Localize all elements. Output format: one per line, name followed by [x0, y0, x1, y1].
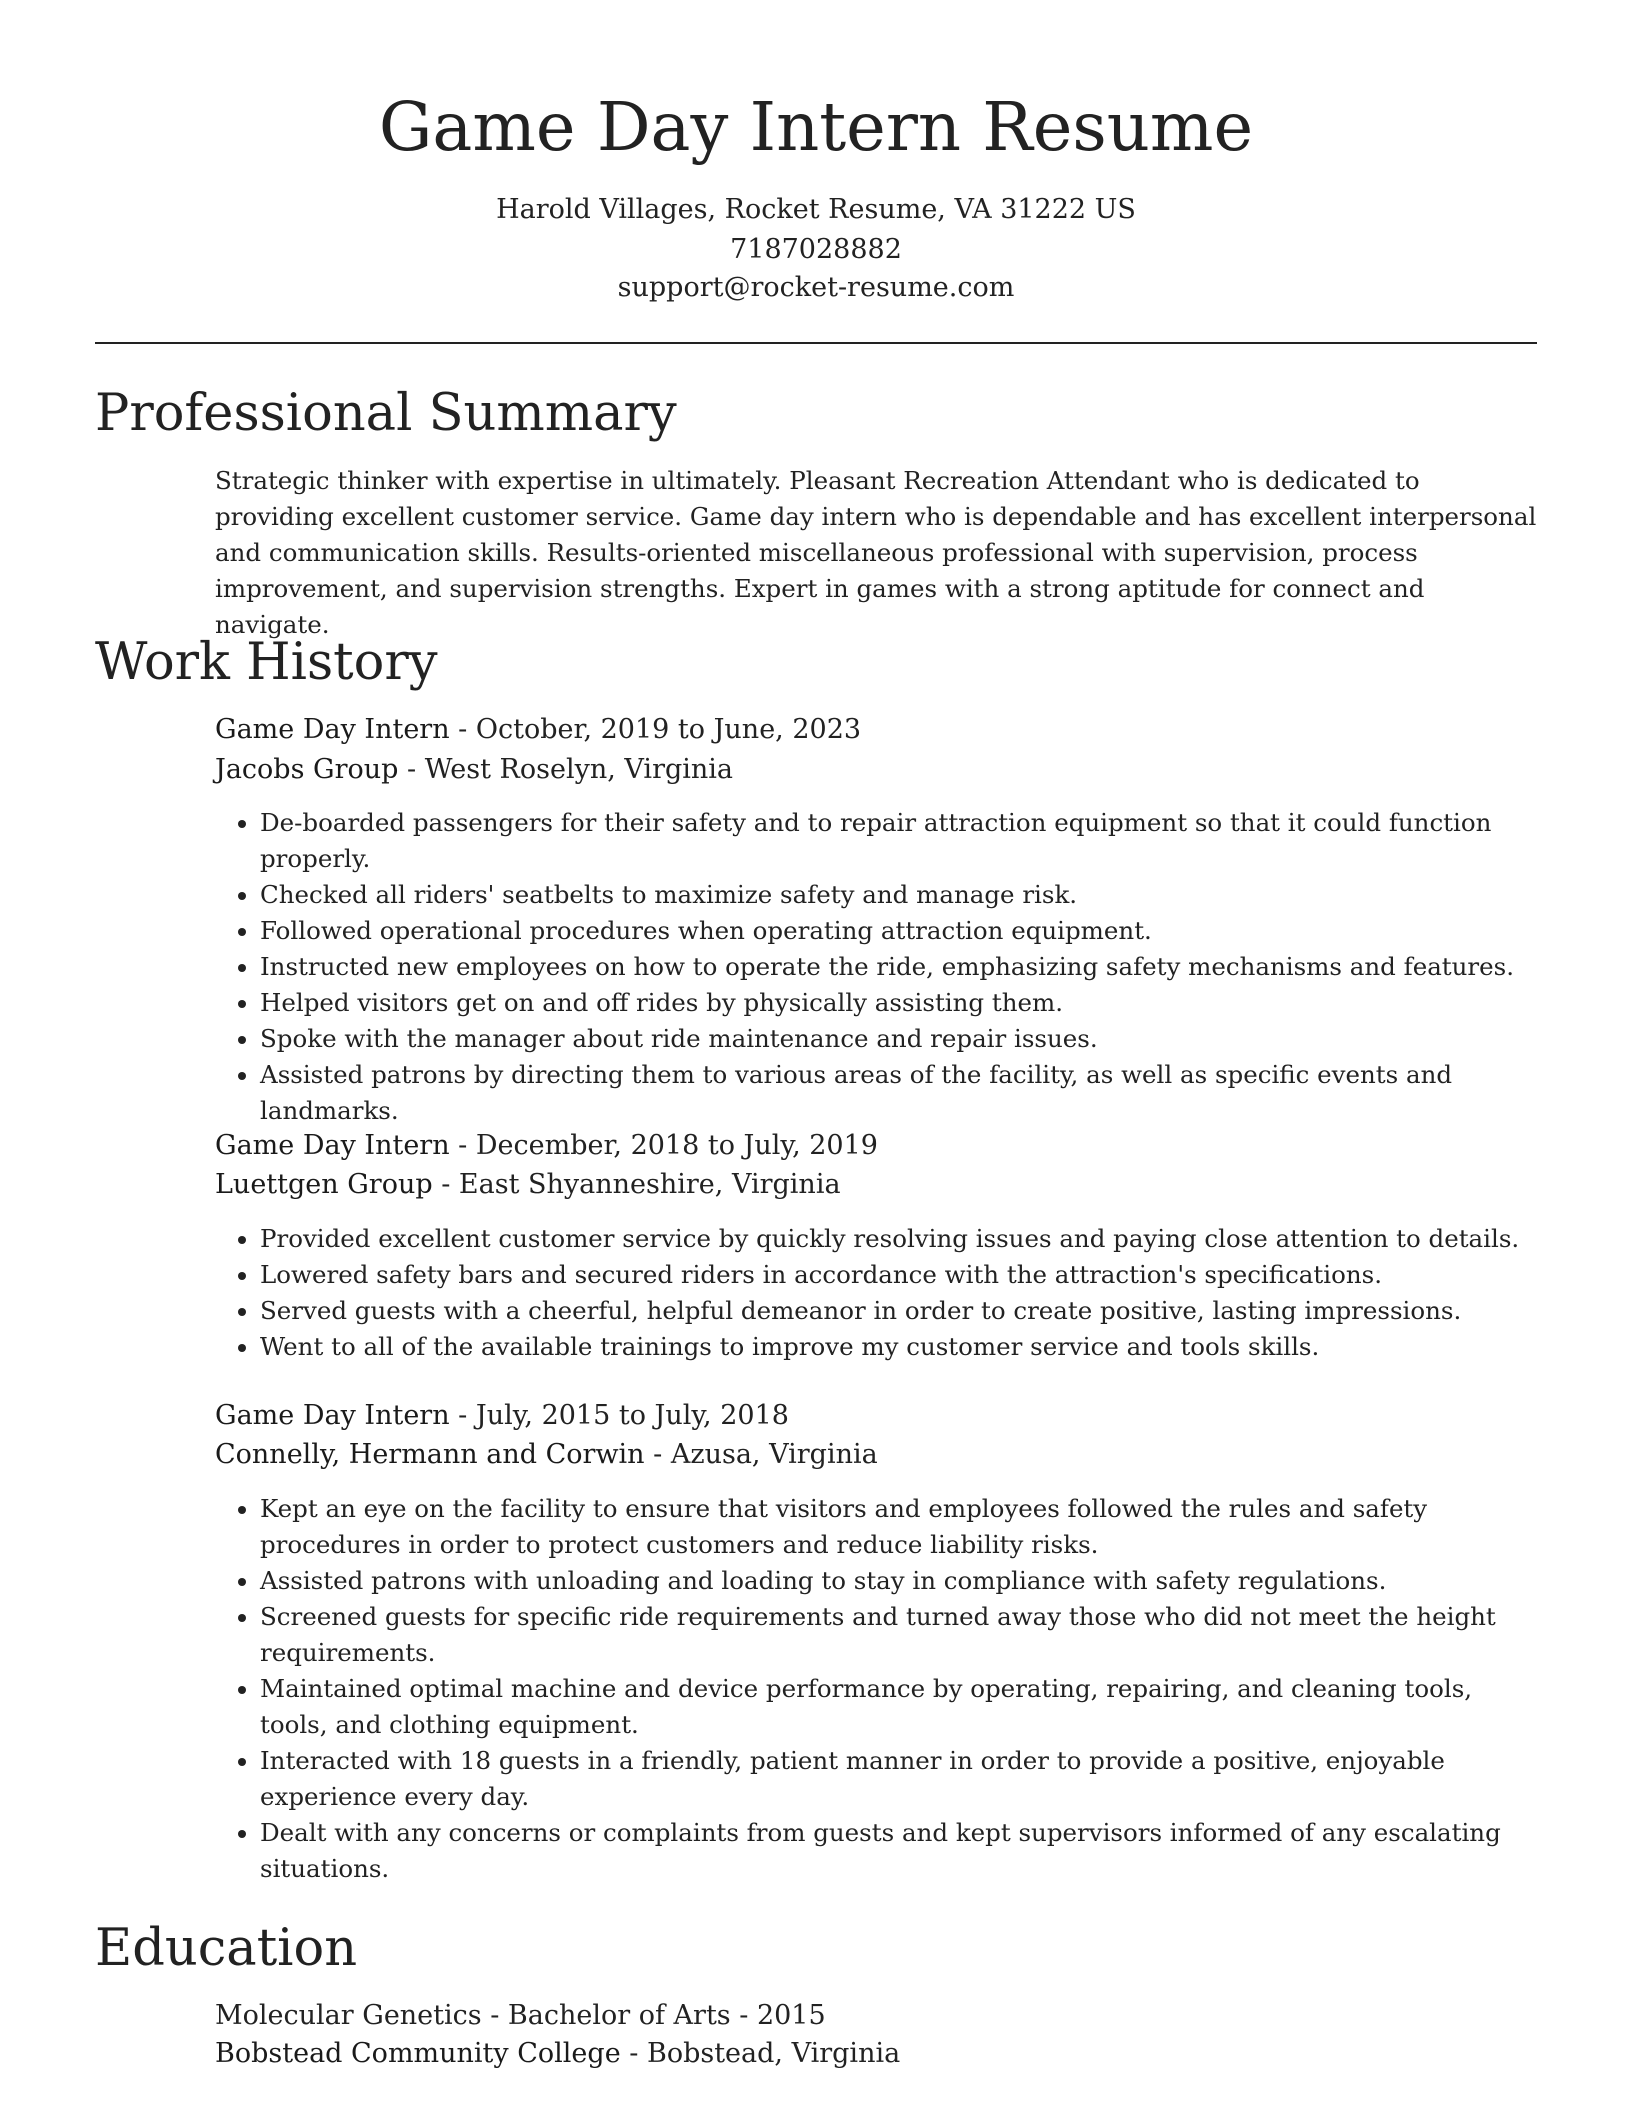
contact-address: Harold Villages, Rocket Resume, VA 31222 US — [496, 194, 1136, 225]
job-dates: - December, 2018 to July, 2019 — [449, 1130, 878, 1161]
job-location: - Azusa, Virginia — [644, 1439, 878, 1470]
job-bullet: • Provided excellent customer service by quickly resolving issues and paying close attention to details. — [260, 1221, 1537, 1257]
job-title-line — [215, 1127, 1537, 1165]
job-bullet-list — [215, 1491, 1537, 1887]
job-title: Game Day Intern — [215, 714, 450, 745]
job-company: Connelly, Hermann and Corwin — [215, 1439, 645, 1470]
resume-title: Game Day Intern Resume — [378, 88, 1254, 166]
job-bullet: • Helped visitors get on and off rides by physically assisting them. — [260, 985, 1537, 1021]
job-bullet: • De-boarded passengers for their safety and to repair attraction equipment so that it could function properly. — [260, 805, 1537, 877]
job-bullet: • Maintained optimal machine and device performance by operating, repairing, and cleaning tools, tools, and clothing equipment. — [260, 1671, 1537, 1743]
job-bullet: • Kept an eye on the facility to ensure that visitors and employees followed the rules and safety procedures in order to protect customers and reduce liability risks. — [260, 1491, 1537, 1563]
contact-email: support@rocket-resume.com — [617, 272, 1015, 303]
job-title: Game Day Intern — [215, 1400, 450, 1431]
job-bullet-list — [215, 1221, 1537, 1365]
job-bullet: • Checked all riders' seatbelts to maximize safety and manage risk. — [260, 877, 1537, 913]
job-bullet: • Assisted patrons with unloading and loading to stay in compliance with safety regulations. — [260, 1563, 1537, 1599]
job-dates: - July, 2015 to July, 2018 — [449, 1400, 789, 1431]
job-bullet: • Went to all of the available trainings to improve my customer service and tools skills. — [260, 1329, 1537, 1365]
education-location: - Bobstead, Virginia — [620, 2038, 901, 2069]
header-divider — [95, 342, 1537, 344]
job-bullet: • Interacted with 18 guests in a friendly, patient manner in order to provide a positive, enjoyable experience every day. — [260, 1743, 1537, 1815]
summary-text: Strategic thinker with expertise in ultimately. Pleasant Recreation Attendant who is dedicated to providing excellent customer service. Game day intern who is dependable and has excellent interpersonal and communication skills. Results-oriented miscellaneous professional with supervision, process improvement, and supervision strengths. Expert in games with a strong aptitude for connect and navigate. — [215, 466, 1537, 639]
job-bullet: • Lowered safety bars and secured riders in accordance with the attraction's specifications. — [260, 1257, 1537, 1293]
contact-phone: 7187028882 — [730, 234, 902, 265]
job-company-line — [215, 751, 1537, 789]
job-title-line — [215, 1397, 1537, 1435]
job-company: Luettgen Group — [215, 1169, 433, 1200]
job-title: Game Day Intern — [215, 1130, 450, 1161]
job-bullet: • Spoke with the manager about ride maintenance and repair issues. — [260, 1021, 1537, 1057]
section-title-work-history: Work History — [95, 633, 438, 692]
job-location: - West Roselyn, Virginia — [398, 754, 734, 785]
section-title-summary: Professional Summary — [95, 384, 677, 443]
education-degree-line: Molecular Genetics - Bachelor of Arts - 2015 — [215, 2000, 826, 2031]
job-dates: - October, 2019 to June, 2023 — [449, 714, 862, 745]
job-location: - East Shyanneshire, Virginia — [432, 1169, 841, 1200]
job-company-line — [215, 1436, 1537, 1474]
job-bullet: • Dealt with any concerns or complaints from guests and kept supervisors informed of any escalating situations. — [260, 1815, 1537, 1887]
job-title-line — [215, 711, 1537, 749]
job-bullet: • Instructed new employees on how to operate the ride, emphasizing safety mechanisms and features. — [260, 949, 1537, 985]
job-company-line — [215, 1166, 1537, 1204]
section-title-education: Education — [95, 1919, 358, 1978]
job-bullet: • Assisted patrons by directing them to various areas of the facility, as well as specific events and landmarks. — [260, 1057, 1537, 1129]
education-school-line — [215, 2035, 1537, 2073]
education-school: Bobstead Community College — [215, 2038, 621, 2069]
job-bullet: • Screened guests for specific ride requirements and turned away those who did not meet the height requirements. — [260, 1599, 1537, 1671]
job-bullet-list — [215, 805, 1537, 1129]
job-bullet: • Served guests with a cheerful, helpful demeanor in order to create positive, lasting impressions. — [260, 1293, 1537, 1329]
job-bullet: • Followed operational procedures when operating attraction equipment. — [260, 913, 1537, 949]
job-company: Jacobs Group — [215, 754, 399, 785]
